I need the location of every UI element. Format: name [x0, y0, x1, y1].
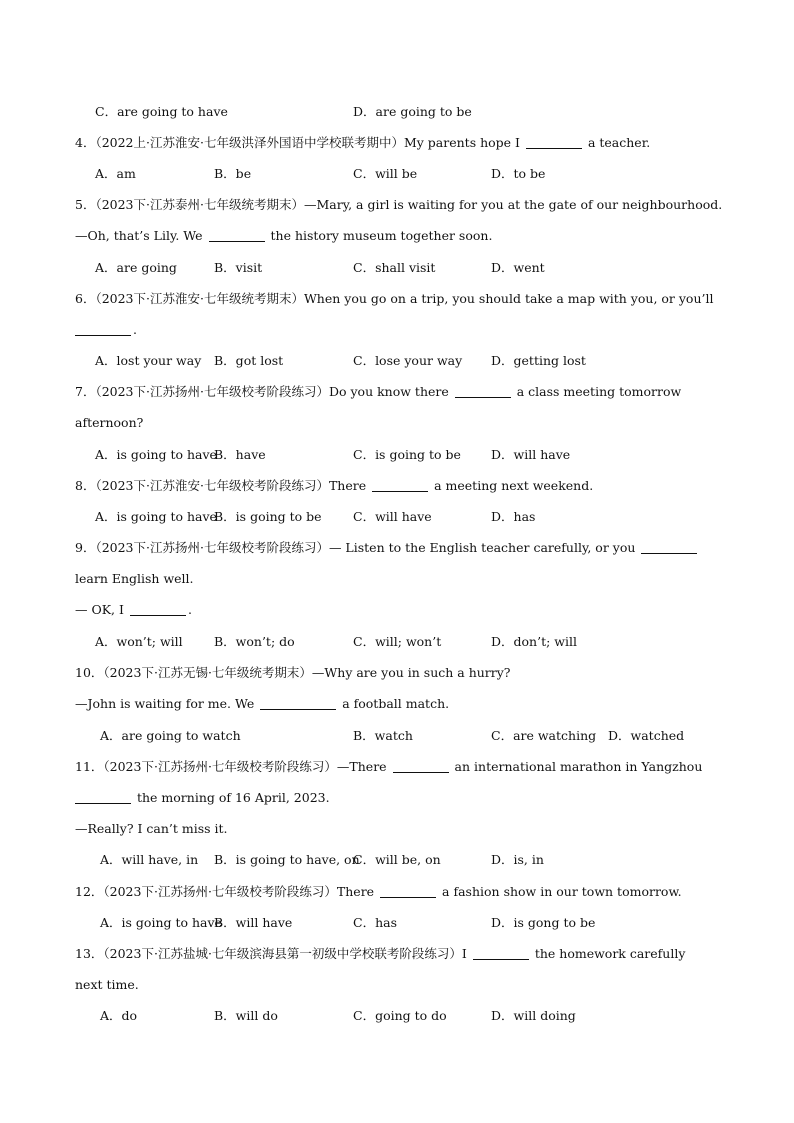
q8-option-d: D．has	[491, 509, 536, 524]
q7-stem-text-a: 7．（2023下·江苏扬州·七年级校考阶段练习）Do you know there	[75, 384, 449, 399]
q12-stem-text-b: a fashion show in our town tomorrow.	[442, 884, 682, 899]
q4-option-c: C．will be	[353, 166, 418, 181]
q5-option-a: A．are going	[95, 260, 177, 275]
q13-option-a: A．do	[100, 1008, 138, 1023]
answer-blank[interactable]	[209, 228, 265, 242]
q9-line2-text: learn English well.	[75, 571, 194, 586]
q9-dialog-reply	[75, 601, 192, 619]
q11-stem	[75, 758, 702, 776]
q8-options	[0, 508, 794, 526]
q9-option-a: A．won’t; will	[95, 634, 183, 649]
q10-line2-text-a: —John is waiting for me. We	[75, 696, 255, 711]
q5-line2-text-a: —Oh, that’s Lily. We	[75, 228, 203, 243]
q7-stem-continued	[75, 414, 143, 432]
answer-blank[interactable]	[75, 790, 131, 804]
answer-blank[interactable]	[455, 384, 511, 398]
q13-line2-text: next time.	[75, 977, 139, 992]
q8-stem-text-b: a meeting next weekend.	[434, 478, 594, 493]
answer-blank[interactable]	[380, 884, 436, 898]
q10-stem	[75, 664, 511, 682]
q13-stem	[75, 945, 685, 963]
q4-options	[0, 165, 794, 183]
q11-line3-text: —Really? I can’t miss it.	[75, 821, 228, 836]
q10-line2-text-b: a football match.	[342, 696, 450, 711]
q6-option-a: A．lost your way	[95, 353, 202, 368]
q12-option-d: D．is gong to be	[491, 915, 596, 930]
q6-stem-text: 6．（2023下·江苏淮安·七年级统考期末）When you go on a trip, you should take a map with you, or you’ll	[75, 291, 714, 306]
q13-option-d: D．will doing	[491, 1008, 576, 1023]
q13-stem-text-b: the homework carefully	[534, 946, 686, 961]
q10-option-a: A．are going to watch	[100, 728, 241, 743]
q8-stem-text-a: 8．（2023下·江苏淮安·七年级校考阶段练习）There	[75, 478, 367, 493]
q4-stem	[75, 134, 650, 152]
q7-option-c: C．is going to be	[353, 447, 461, 462]
q4-stem-text-b: a teacher.	[587, 135, 651, 150]
q8-option-a: A．is going to have	[95, 509, 217, 524]
answer-blank[interactable]	[130, 602, 186, 616]
q12-options	[0, 914, 794, 932]
q4-option-d: D．to be	[491, 166, 546, 181]
q5-dialog-line	[75, 227, 492, 245]
q7-line2-text: afternoon?	[75, 415, 144, 430]
q12-option-a: A．is going to have	[100, 915, 222, 930]
q9-option-c: C．will; won’t	[353, 634, 442, 649]
q10-option-b: B．watch	[353, 728, 413, 743]
q11-dialog-reply	[75, 820, 228, 838]
q11-line2-text: the morning of 16 April, 2023.	[136, 790, 330, 805]
q12-option-c: C．has	[353, 915, 397, 930]
q7-option-d: D．will have	[491, 447, 571, 462]
q9-options	[0, 633, 794, 651]
q6-stem	[75, 290, 713, 308]
q3-options	[0, 103, 794, 121]
q3-option-d: D．are going to be	[353, 104, 472, 119]
q9-line3-text-a: — OK, I	[75, 602, 124, 617]
q6-line2-end: .	[133, 322, 137, 337]
q7-option-a: A．is going to have	[95, 447, 217, 462]
q5-options	[0, 259, 794, 277]
q8-stem	[75, 477, 593, 495]
q7-option-b: B．have	[214, 447, 266, 462]
q9-line3-text-b: .	[187, 602, 192, 617]
q11-option-b: B．is going to have, on	[214, 852, 360, 867]
q4-stem-text-a: 4．（2022上·江苏淮安·七年级洪泽外国语中学校联考期中）My parents hope I	[75, 135, 520, 150]
q5-option-b: B．visit	[214, 260, 263, 275]
q13-options	[0, 1007, 794, 1025]
q11-option-d: D．is, in	[491, 852, 544, 867]
q12-stem	[75, 883, 682, 901]
q8-option-c: C．will have	[353, 509, 432, 524]
answer-blank[interactable]	[393, 759, 449, 773]
q5-stem-text: 5．（2023下·江苏泰州·七年级统考期末）—Mary, a girl is waiting for you at the gate of our neighbourhood.	[75, 197, 723, 212]
q7-stem	[75, 383, 681, 401]
q9-option-b: B．won’t; do	[214, 634, 295, 649]
q12-stem-text-a: 12．（2023下·江苏扬州·七年级校考阶段练习）There	[75, 884, 375, 899]
q6-option-b: B．got lost	[214, 353, 284, 368]
q13-stem-continued	[75, 976, 139, 994]
q5-option-c: C．shall visit	[353, 260, 436, 275]
answer-blank[interactable]	[473, 946, 529, 960]
q6-option-c: C．lose your way	[353, 353, 463, 368]
q8-option-b: B．is going to be	[214, 509, 322, 524]
q11-option-c: C．will be, on	[353, 852, 441, 867]
q13-option-b: B．will do	[214, 1008, 278, 1023]
q9-stem-text-a: 9．（2023下·江苏扬州·七年级校考阶段练习）— Listen to the English teacher carefully, or you	[75, 540, 636, 555]
q10-options	[0, 727, 794, 745]
q10-option-d: D．watched	[608, 728, 685, 743]
q9-option-d: D．don’t; will	[491, 634, 577, 649]
q5-stem	[75, 196, 722, 214]
q7-stem-text-b: a class meeting tomorrow	[516, 384, 682, 399]
q9-stem	[75, 539, 699, 557]
q6-options	[0, 352, 794, 370]
q6-blank-line	[75, 321, 137, 339]
q10-dialog-line	[75, 695, 449, 713]
q7-options	[0, 446, 794, 464]
answer-blank[interactable]	[526, 135, 582, 149]
q13-stem-text-a: 13．（2023下·江苏盐城·七年级滨海县第一初级中学校联考阶段练习）I	[75, 946, 467, 961]
q11-stem-text-b: an international marathon in Yangzhou	[454, 759, 703, 774]
q13-option-c: C．going to do	[353, 1008, 447, 1023]
answer-blank[interactable]	[75, 322, 131, 336]
q4-option-a: A．am	[95, 166, 136, 181]
q11-option-a: A．will have, in	[100, 852, 199, 867]
answer-blank[interactable]	[260, 696, 336, 710]
q9-stem-continued	[75, 570, 194, 588]
q11-stem-continued	[75, 789, 330, 807]
q5-option-d: D．went	[491, 260, 545, 275]
q11-stem-text-a: 11．（2023下·江苏扬州·七年级校考阶段练习）—There	[75, 759, 387, 774]
q4-option-b: B．be	[214, 166, 252, 181]
q10-stem-text: 10．（2023下·江苏无锡·七年级统考期末）—Why are you in such a hurry?	[75, 665, 511, 680]
q3-option-c: C．are going to have	[95, 104, 228, 119]
answer-blank[interactable]	[372, 478, 428, 492]
q12-option-b: B．will have	[214, 915, 293, 930]
q11-options	[0, 851, 794, 869]
q10-option-c: C．are watching	[491, 728, 597, 743]
q5-line2-text-b: the history museum together soon.	[270, 228, 493, 243]
answer-blank[interactable]	[641, 540, 697, 554]
q6-option-d: D．getting lost	[491, 353, 586, 368]
